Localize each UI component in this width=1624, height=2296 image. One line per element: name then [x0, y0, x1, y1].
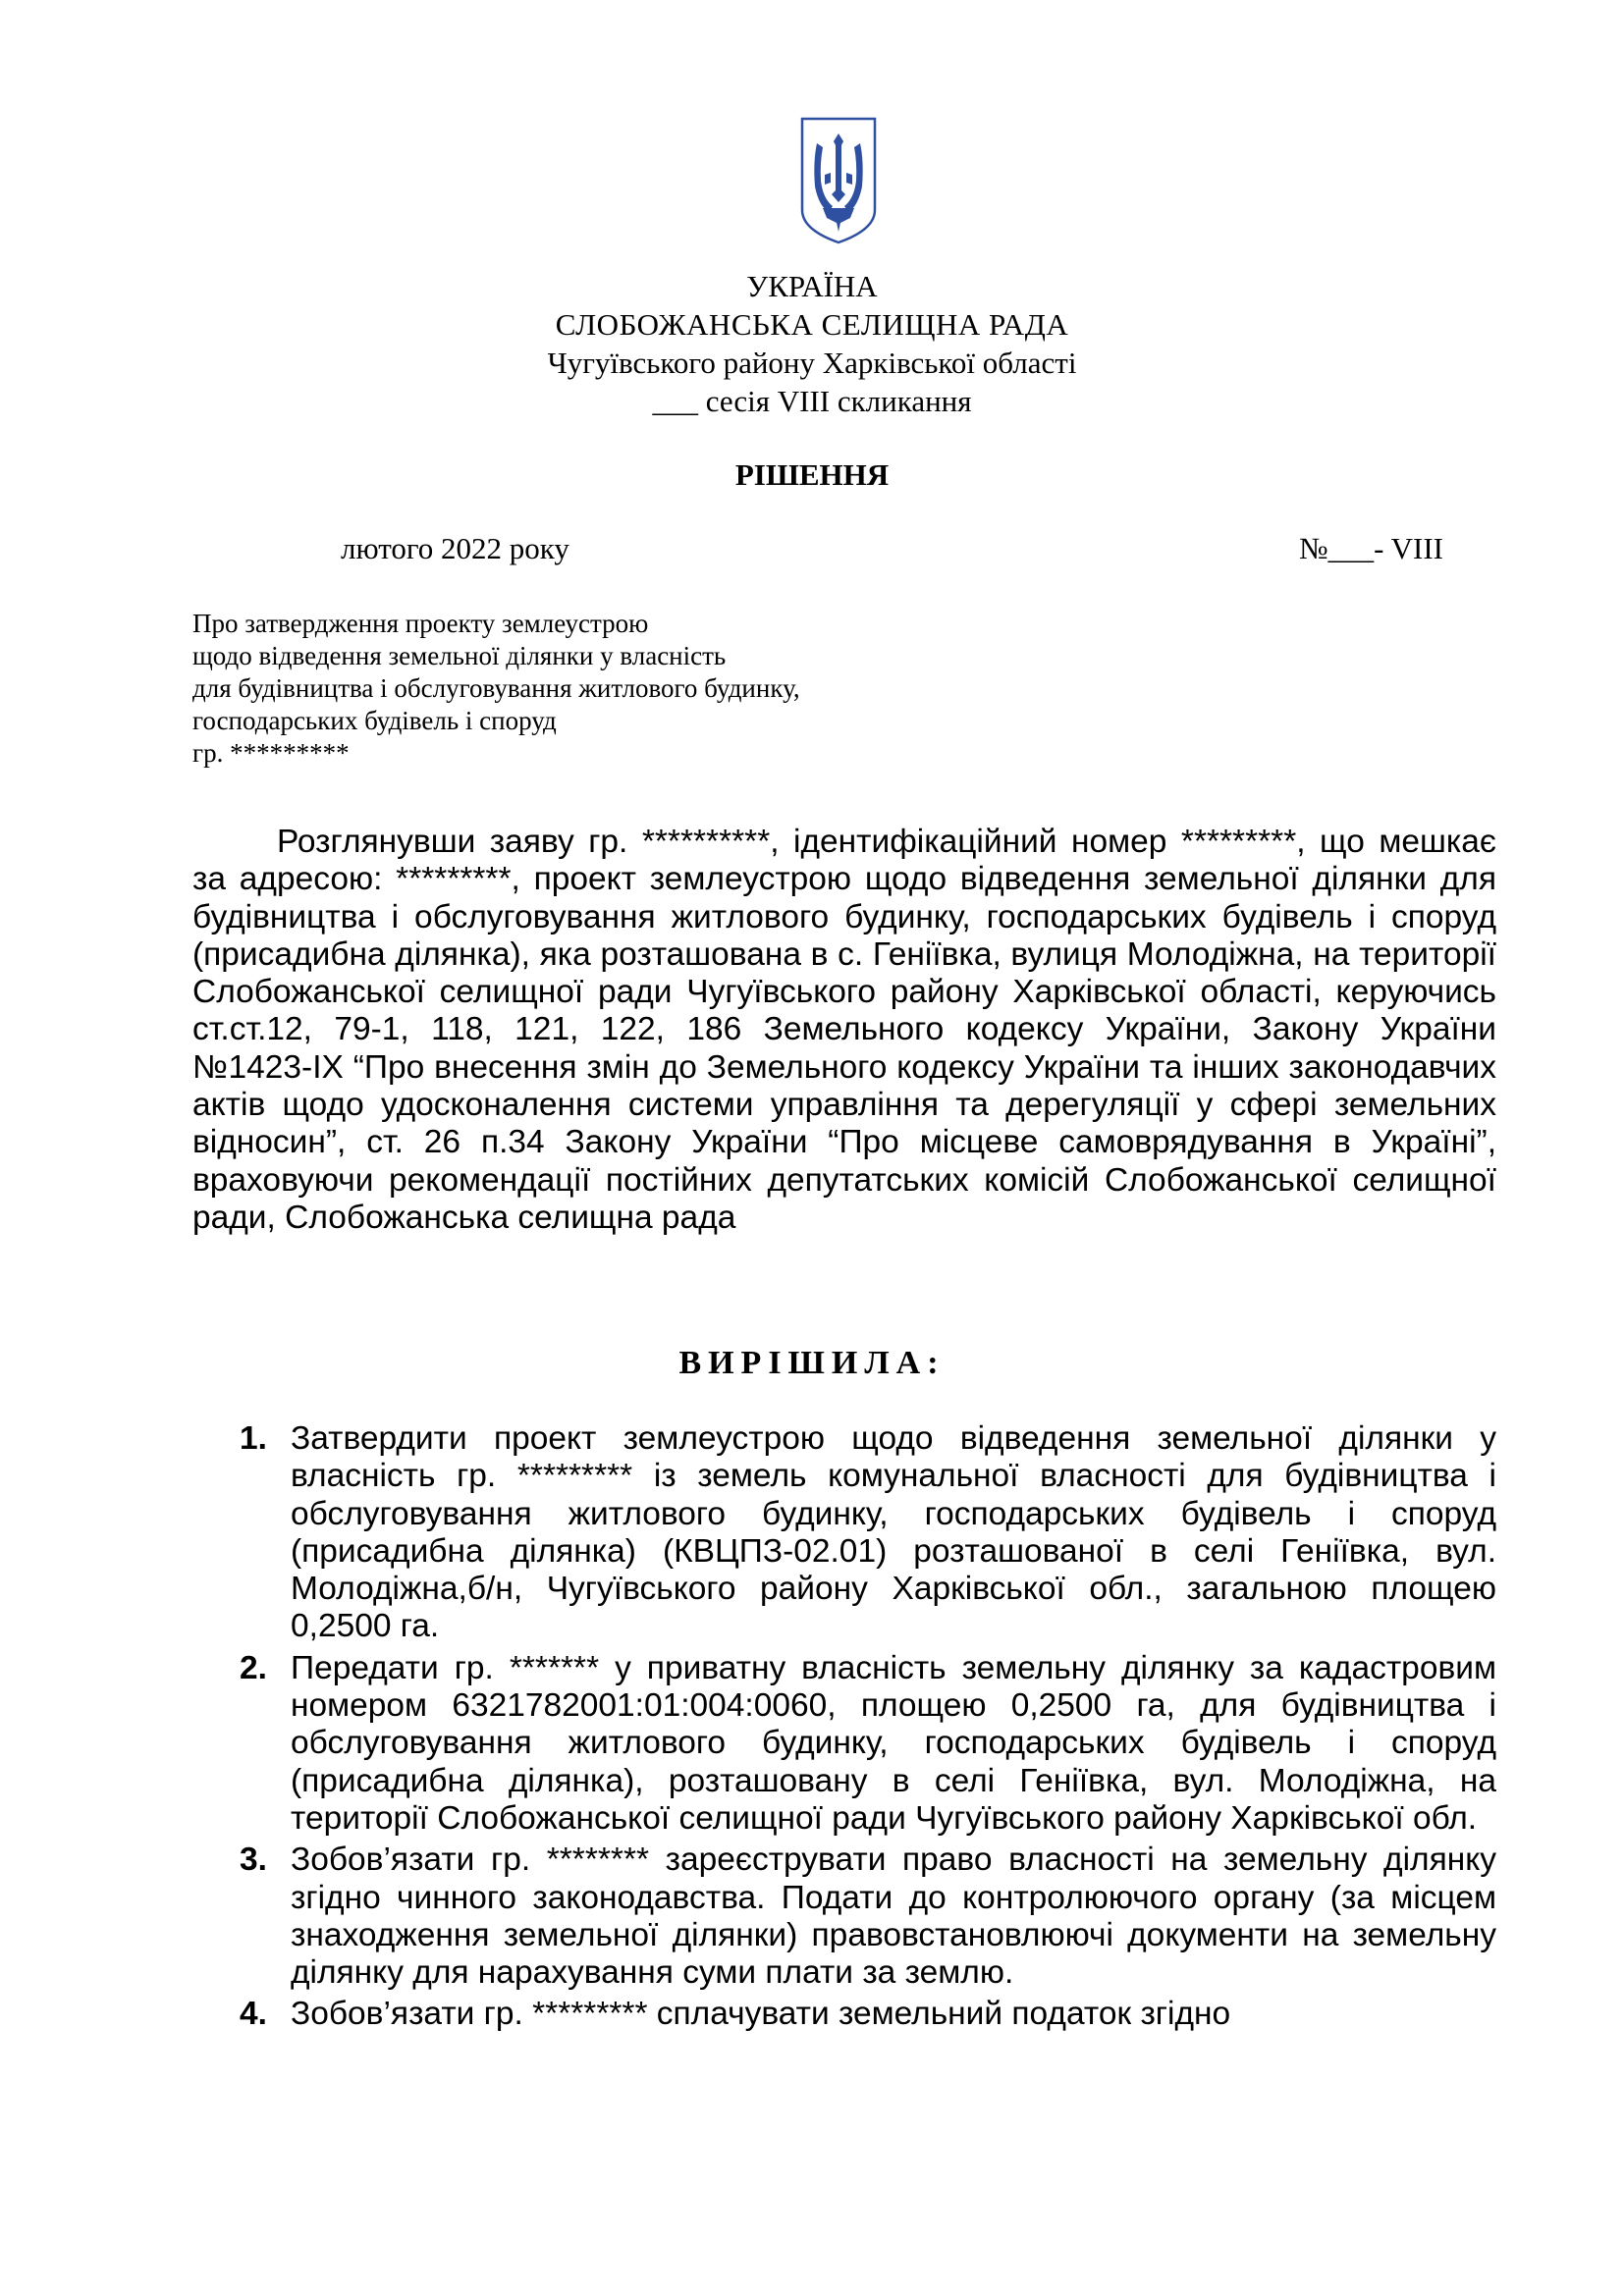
district-name: Чугуївського району Харківської області — [547, 346, 1077, 380]
item-text: Затвердити проект землеустрою щодо відведення земельної ділянки у власність гр. ********* із земель комунальної власності для будівництва і обслуговування житлового будинку, господарських будівель і споруд (присадибна ділянка) (КВЦПЗ-02.01) розташованої в селі Геніївка, вул. Молодіжна,б/н, Чугуївського району Харківської обл., загальною площею 0,2500 га. — [291, 1420, 1496, 1645]
subject-line: господарських будівель і споруд — [192, 706, 557, 735]
resolved-heading: ВИРІШИЛА: — [678, 1345, 946, 1381]
decision-number: №___- VIII — [1299, 531, 1443, 565]
item-text: Передати гр. ******* у приватну власність земельну ділянку за кадастровим номером 6321782001:01:004:0060, площею 0,2500 га, для будівництва і обслуговування житлового будинку, господарських будівель і споруд (присадибна ділянка), розташовану в селі Геніївка, вул. Молодіжна, на території Слобожанської селищної ради Чугуївського району Харківської обл. — [291, 1649, 1496, 1837]
document-title: РІШЕННЯ — [734, 457, 890, 492]
decision-item — [228, 1842, 1496, 1992]
item-number: 3. — [240, 1842, 267, 1879]
decision-item — [228, 1650, 1496, 1838]
subject-line: гр. ********* — [192, 738, 350, 768]
decision-subject — [192, 608, 919, 770]
item-number: 4. — [240, 1996, 267, 2033]
subject-line: Про затвердження проекту землеустрою — [192, 609, 649, 638]
council-name: СЛОБОЖАНСЬКА СЕЛИЩНА РАДА — [555, 307, 1069, 342]
decision-item — [228, 1996, 1496, 2033]
preamble-paragraph: Розглянувши заяву гр. **********, ідентифікаційний номер *********, що мешкає за адресою: *********, проект землеустрою щодо відведення земельної ділянки для будівництва і обслуговування житлового будинку, господарських будівель і споруд (присадибна ділянка), яка розташована в с. Геніївка, вулиця Молодіжна, на території Слобожанської селищної ради Чугуївського району Харківської області, керуючись ст.ст.12, 79-1, 118, 121, 122, 186 Земельного кодексу України, Закону України №1423-IX “Про внесення змін до Земельного кодексу України та інших законодавчих актів щодо удосконалення системи управління та дерегуляції у сфері земельних відносин”, ст. 26 п.34 Закону України “Про місцеве самоврядування в Україні”, враховуючи рекомендації постійних депутатських комісій Слобожанської селищної ради, Слобожанська селищна рада — [192, 824, 1496, 1236]
item-text: Зобов’язати гр. ******** зареєструвати право власності на земельну ділянку згідно чинного законодавства. Подати до контролюючого органу (за місцем знаходження земельної ділянки) правовстановлюючі документи на земельну ділянку для нарахування суми плати за землю. — [291, 1842, 1496, 1992]
coat-of-arms-icon — [799, 116, 878, 245]
session-line: ___ сесія VIII скликання — [652, 384, 972, 418]
subject-line: щодо відведення земельної ділянки у власність — [192, 641, 727, 670]
subject-line: для будівництва і обслуговування житлового будинку, — [192, 673, 800, 703]
decision-item — [228, 1420, 1496, 1646]
item-number: 2. — [240, 1649, 267, 1686]
item-text: Зобов’язати гр. ********* сплачувати земельний податок згідно — [291, 1996, 1231, 2033]
decision-date: лютого 2022 року — [341, 531, 569, 565]
decision-items — [228, 1420, 1496, 2038]
item-number: 1. — [240, 1420, 267, 1457]
country-name: УКРАЇНА — [746, 269, 878, 303]
